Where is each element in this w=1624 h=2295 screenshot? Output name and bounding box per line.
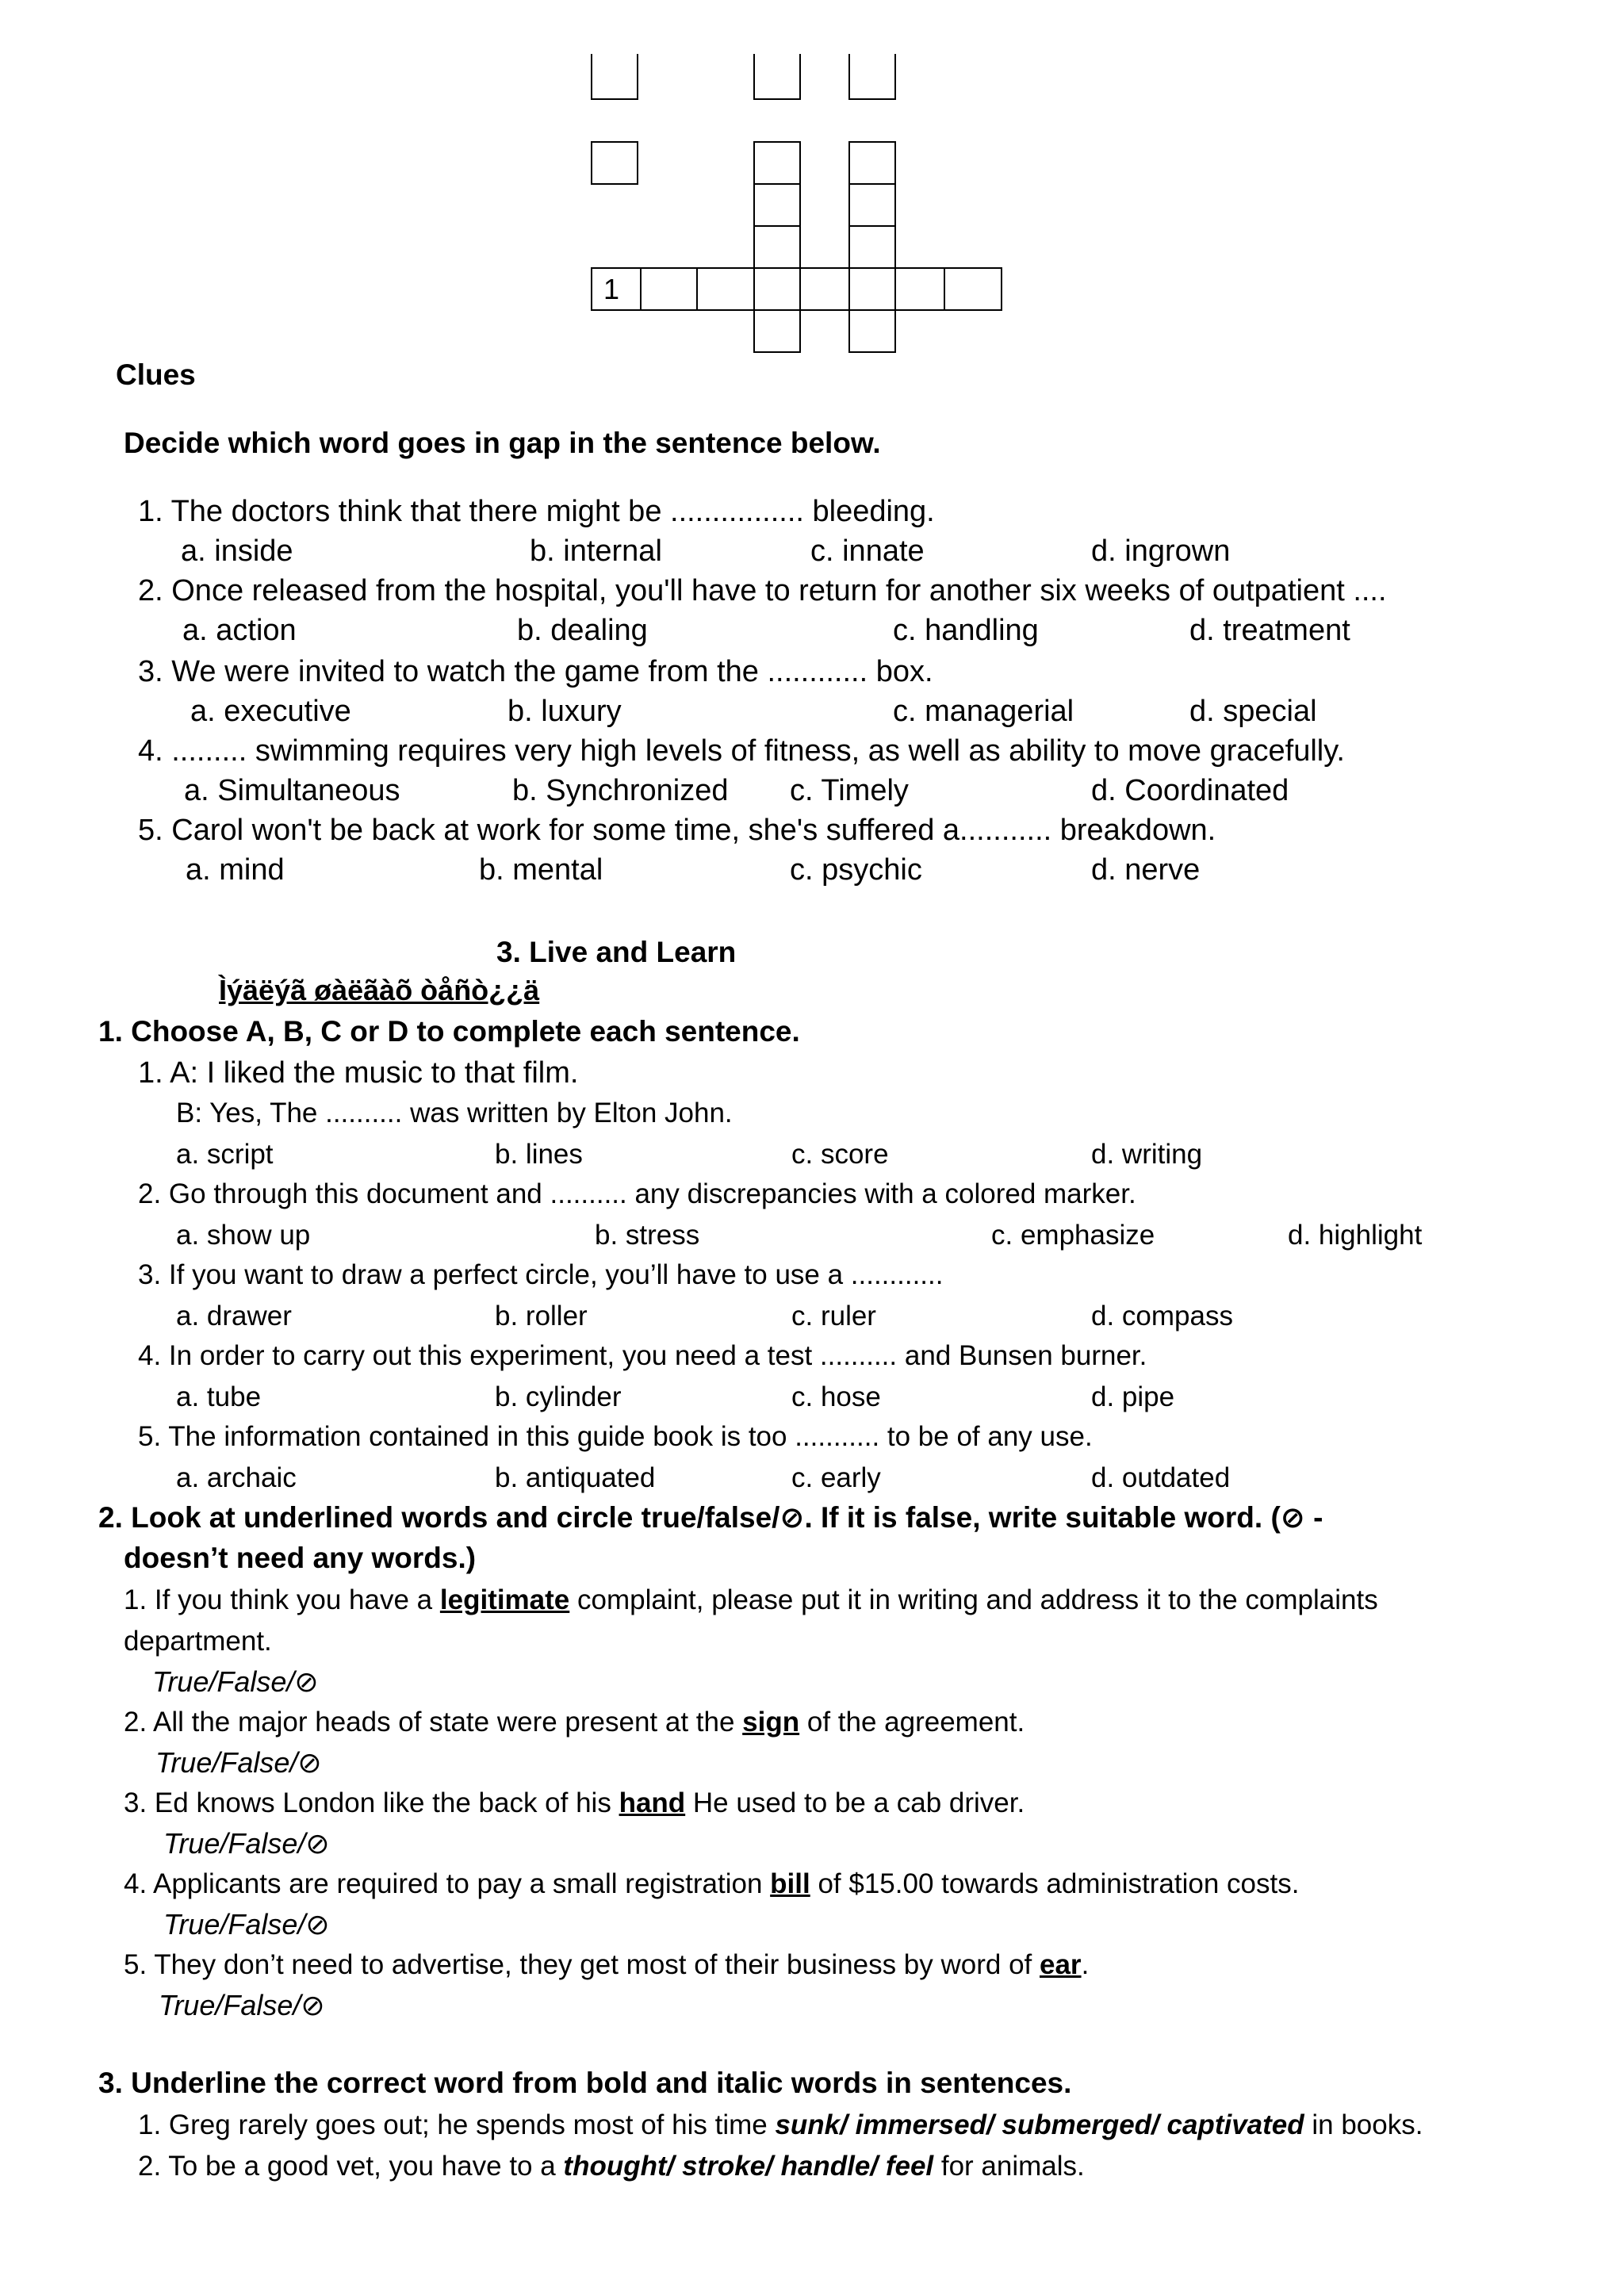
answer-option[interactable]: c. Timely [790,774,909,807]
answer-option[interactable]: b. stress [595,1220,700,1251]
sentence-text: 2. To be a good vet, you have to a [138,2151,564,2182]
answer-option[interactable]: d. outdated [1091,1462,1231,1493]
exercise-3-heading: 3. Underline the correct word from bold and italic words in sentences. [98,2067,1072,2099]
answer-option[interactable]: b. cylinder [495,1381,622,1412]
true-false-choice[interactable]: True/False/⊘ [152,1665,319,1698]
answer-option[interactable]: a. drawer [176,1301,292,1331]
answer-option[interactable]: b. mental [479,853,603,887]
answer-option[interactable]: c. ruler [791,1301,876,1331]
true-false-choice[interactable]: True/False/⊘ [155,1746,322,1779]
question-text: 2. Once released from the hospital, you'll have to return for another six weeks of outpatient .... [138,574,1387,607]
answer-option[interactable]: a. executive [190,695,351,728]
word-choices[interactable]: sunk/ immersed/ submerged/ captivated [775,2109,1304,2140]
true-false-choice[interactable]: True/False/⊘ [159,1989,325,2021]
unit-title: 3. Live and Learn [496,936,737,968]
underlined-word: ear [1040,1949,1082,1980]
statement [124,1705,1025,1740]
question-text: 4. In order to carry out this experiment, you need a test .......... and Bunsen burner. [138,1340,1147,1371]
question-text: 4. ......... swimming requires very high levels of fitness, as well as ability to move gracefully. [138,734,1345,768]
answer-option[interactable]: c. emphasize [991,1220,1155,1251]
crossword-cell[interactable] [591,141,638,185]
exercise-2-heading-cont: doesn’t need any words.) [124,1542,477,1574]
word-choices[interactable]: thought/ stroke/ handle/ feel [563,2151,934,2182]
answer-option[interactable]: b. antiquated [495,1462,656,1493]
crossword-clue-number: 1 [603,273,620,305]
answer-option[interactable]: d. treatment [1189,614,1350,647]
crossword-cell-start[interactable] [591,267,642,311]
answer-option[interactable]: a. Simultaneous [184,774,400,807]
sentence-text: in books. [1304,2109,1423,2140]
question-text: 3. We were invited to watch the game from the ............ box. [138,655,933,688]
crossword-cell[interactable] [848,141,896,185]
answer-option[interactable]: b. roller [495,1301,588,1331]
question-text: 5. Carol won't be back at work for some time, she's suffered a........... breakdown. [138,814,1216,847]
statement-text: 4. Applicants are required to pay a small registration [124,1868,771,1899]
question-text: 1. The doctors think that there might be ................ bleeding. [138,495,935,528]
statement-text: complaint, please put it in writing and address it to the complaints [569,1584,1378,1615]
underlined-word: sign [742,1707,800,1738]
crossword-cell[interactable] [753,267,801,311]
crossword-cell[interactable] [591,54,638,100]
underlined-word: legitimate [439,1584,570,1615]
exercise-1-heading: 1. Choose A, B, C or D to complete each sentence. [98,1015,800,1048]
statement-text: 5. They don’t need to advertise, they get most of their business by word of [124,1949,1040,1980]
statement-text: . [1081,1949,1090,1980]
statement-cont: department. [124,1626,272,1657]
sentence [138,2149,1085,2184]
answer-option[interactable]: a. tube [176,1381,262,1412]
answer-option[interactable]: d. highlight [1288,1220,1423,1251]
answer-option[interactable]: d. ingrown [1091,534,1231,568]
statement-text: 2. All the major heads of state were present at the [124,1707,743,1738]
answer-option[interactable]: b. dealing [517,614,648,647]
statement-text: of $15.00 towards administration costs. [810,1868,1300,1899]
underlined-word: hand [619,1787,686,1818]
statement-text: of the agreement. [799,1707,1025,1738]
answer-option[interactable]: c. hose [791,1381,881,1412]
answer-option[interactable]: a. mind [186,853,285,887]
crossword-cell[interactable] [753,141,801,185]
sentence [138,2108,1423,2143]
crossword-cell[interactable] [753,225,801,269]
question-text: 2. Go through this document and .......... any discrepancies with a colored marker. [138,1178,1136,1209]
sentence-text: 1. Greg rarely goes out; he spends most of his time [138,2109,776,2140]
question-text: 1. A: I liked the music to that film. [138,1056,579,1090]
crossword-cell[interactable] [753,54,801,100]
statement-text: He used to be a cab driver. [685,1787,1025,1818]
section-a-instruction: Decide which word goes in gap in the sentence below. [124,427,881,459]
answer-option[interactable]: c. early [791,1462,881,1493]
answer-option[interactable]: d. compass [1091,1301,1233,1331]
question-text: 5. The information contained in this guide book is too ........... to be of any use. [138,1421,1093,1452]
sentence-text: for animals. [933,2151,1085,2182]
answer-option[interactable]: a. show up [176,1220,311,1251]
crossword-cell[interactable] [848,183,896,227]
answer-option[interactable]: d. nerve [1091,853,1201,887]
answer-option[interactable]: b. Synchronized [512,774,729,807]
crossword-cell[interactable] [799,267,850,311]
underlined-word: bill [770,1868,810,1899]
answer-option[interactable]: d. pipe [1091,1381,1175,1412]
answer-option[interactable]: c. score [791,1139,889,1170]
answer-option[interactable]: c. innate [810,534,925,568]
answer-option[interactable]: b. luxury [508,695,622,728]
answer-option[interactable]: c. psychic [790,853,922,887]
statement-text: 3. Ed knows London like the back of his [124,1787,619,1818]
answer-option[interactable]: a. script [176,1139,274,1170]
question-text: 3. If you want to draw a perfect circle, you’ll have to use a ............ [138,1259,944,1290]
answer-option[interactable]: a. action [182,614,297,647]
statement [124,1786,1025,1821]
answer-option[interactable]: d. special [1189,695,1317,728]
crossword-cell[interactable] [848,225,896,269]
crossword-cell[interactable] [640,267,698,311]
crossword-cell[interactable] [848,54,896,100]
crossword-cell[interactable] [944,267,1002,311]
statement [124,1867,1299,1902]
crossword-cell[interactable] [696,267,755,311]
question-text: B: Yes, The .......... was written by Elton John. [176,1098,733,1128]
statement-text: 1. If you think you have a [124,1584,440,1615]
crossword-cell[interactable] [753,309,801,353]
answer-option[interactable]: d. writing [1091,1139,1203,1170]
answer-option[interactable]: b. internal [530,534,662,568]
answer-option[interactable]: b. lines [495,1139,583,1170]
true-false-choice[interactable]: True/False/⊘ [163,1908,330,1941]
answer-option[interactable]: c. handling [893,614,1039,647]
true-false-choice[interactable]: True/False/⊘ [163,1827,330,1860]
statement [124,1948,1089,1983]
unit-subtitle: Ìýäëýã øàëãàõ òåñò¿¿ä [219,974,540,1006]
crossword-cell[interactable] [753,183,801,227]
crossword-cell[interactable] [848,309,896,353]
exercise-2-heading: 2. Look at underlined words and circle true/false/⊘. If it is false, write suitable word. (⊘ - [98,1501,1323,1534]
clues-heading: Clues [116,358,196,391]
crossword-cell[interactable] [848,267,896,311]
answer-option[interactable]: d. Coordinated [1091,774,1289,807]
answer-option[interactable]: a. inside [181,534,293,568]
answer-option[interactable]: c. managerial [893,695,1074,728]
statement [124,1583,1378,1618]
answer-option[interactable]: a. archaic [176,1462,297,1493]
crossword-cell[interactable] [894,267,945,311]
